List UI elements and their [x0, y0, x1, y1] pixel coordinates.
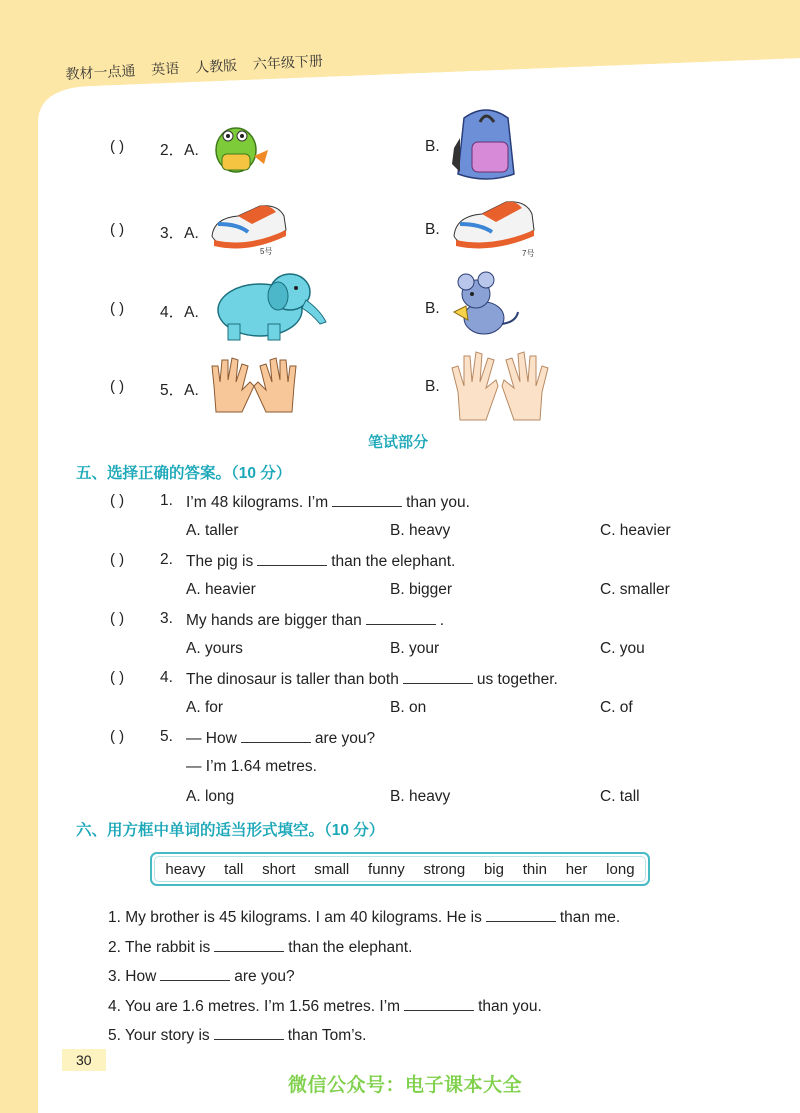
answer-paren: ( ): [110, 728, 125, 745]
word-item: funny: [368, 860, 405, 878]
option-c: C. heavier: [600, 522, 671, 539]
sneakers-large-icon: [450, 196, 540, 260]
answer-paren: ( ): [110, 138, 125, 155]
word-item: short: [262, 860, 296, 878]
question-text: The pig is than the elephant.: [186, 553, 456, 570]
question-text: My hands are bigger than .: [186, 612, 445, 629]
large-hands-icon: [450, 352, 550, 420]
word-item: small: [314, 860, 350, 878]
question-text: I’m 48 kilograms. I’m than you.: [186, 494, 470, 511]
word-item: her: [565, 860, 588, 878]
question-number: 3.: [160, 610, 173, 627]
fill-sentence-5: 5. Your story is than Tom’s.: [108, 1027, 367, 1044]
item-number: 5．A.: [160, 382, 199, 399]
question-number: 4.: [160, 669, 173, 686]
answer-blank[interactable]: [214, 937, 284, 952]
word-box: [150, 852, 650, 886]
answer-blank[interactable]: [404, 996, 474, 1011]
question-number: 2.: [160, 551, 173, 568]
question-text: — How are you?: [186, 730, 376, 747]
fill-sentence-4: 4. You are 1.6 metres. I’m 1.56 metres. I’m than you.: [108, 998, 542, 1015]
word-item: big: [483, 860, 504, 878]
option-b-label: B.: [425, 221, 440, 238]
written-section-title: 笔试部分: [368, 434, 429, 451]
question-reply: — I’m 1.64 metres.: [186, 758, 317, 775]
question-text: The dinosaur is taller than both us together.: [186, 671, 558, 688]
option-a: A. taller: [186, 522, 239, 539]
answer-blank[interactable]: [332, 492, 402, 507]
answer-blank[interactable]: [486, 907, 556, 922]
green-backpack-icon: [208, 120, 270, 176]
page-number: 30: [62, 1049, 106, 1071]
answer-paren: ( ): [110, 551, 125, 568]
answer-paren: ( ): [110, 300, 125, 317]
question-number: 1.: [160, 492, 173, 509]
blue-backpack-icon: [450, 108, 522, 184]
small-hands-icon: [208, 356, 300, 414]
option-b-label: B.: [425, 378, 440, 395]
answer-paren: ( ): [110, 221, 125, 238]
header-grade: 六年级下册: [252, 52, 324, 73]
option-b: B. your: [390, 640, 440, 657]
option-c: C. smaller: [600, 581, 670, 598]
answer-paren: ( ): [110, 378, 125, 395]
mouse-icon: [446, 272, 524, 342]
svg-text:5号: 5号: [260, 247, 273, 256]
item-number: 2．A.: [160, 142, 199, 159]
option-a: A. for: [186, 699, 224, 716]
option-b: B. on: [390, 699, 427, 716]
section6-title: 六、用方框中单词的适当形式填空。（10 分）: [76, 822, 385, 839]
fill-sentence-3: 3. How are you?: [108, 968, 295, 985]
svg-text:7号: 7号: [522, 249, 535, 258]
question-number: 5.: [160, 728, 173, 745]
option-c: C. you: [600, 640, 645, 657]
fill-sentence-2: 2. The rabbit is than the elephant.: [108, 939, 413, 956]
word-item: strong: [423, 860, 466, 878]
answer-paren: ( ): [110, 492, 125, 509]
header-subject: 英语: [150, 60, 180, 78]
answer-blank[interactable]: [257, 551, 327, 566]
option-c: C. of: [600, 699, 633, 716]
option-b: B. heavy: [390, 788, 451, 805]
answer-blank[interactable]: [403, 669, 473, 684]
option-b-label: B.: [425, 300, 440, 317]
section5-title: 五、选择正确的答案。（10 分）: [76, 465, 292, 482]
option-b-label: B.: [425, 138, 440, 155]
fill-sentence-1: 1. My brother is 45 kilograms. I am 40 kilograms. He is than me.: [108, 909, 621, 926]
elephant-icon: [208, 270, 330, 342]
option-b: B. bigger: [390, 581, 453, 598]
item-number: 4．A.: [160, 304, 199, 321]
answer-blank[interactable]: [241, 728, 311, 743]
sneakers-small-icon: [208, 198, 292, 258]
option-a: A. heavier: [186, 581, 256, 598]
option-a: A. yours: [186, 640, 243, 657]
option-b: B. heavy: [390, 522, 451, 539]
answer-paren: ( ): [110, 669, 125, 686]
word-item: tall: [224, 860, 244, 878]
item-number: 3．A.: [160, 225, 199, 242]
option-a: A. long: [186, 788, 235, 805]
option-c: C. tall: [600, 788, 640, 805]
answer-blank[interactable]: [160, 966, 230, 981]
word-item: heavy: [165, 860, 206, 878]
footer-watermark: 微信公众号：电子课本大全: [288, 1075, 523, 1096]
answer-blank[interactable]: [366, 610, 436, 625]
answer-blank[interactable]: [214, 1025, 284, 1040]
word-item: long: [606, 860, 635, 878]
word-item: thin: [522, 860, 547, 878]
header-book: 教材一点通: [65, 62, 136, 83]
answer-paren: ( ): [110, 610, 125, 627]
header-edition: 人教版: [194, 57, 238, 76]
